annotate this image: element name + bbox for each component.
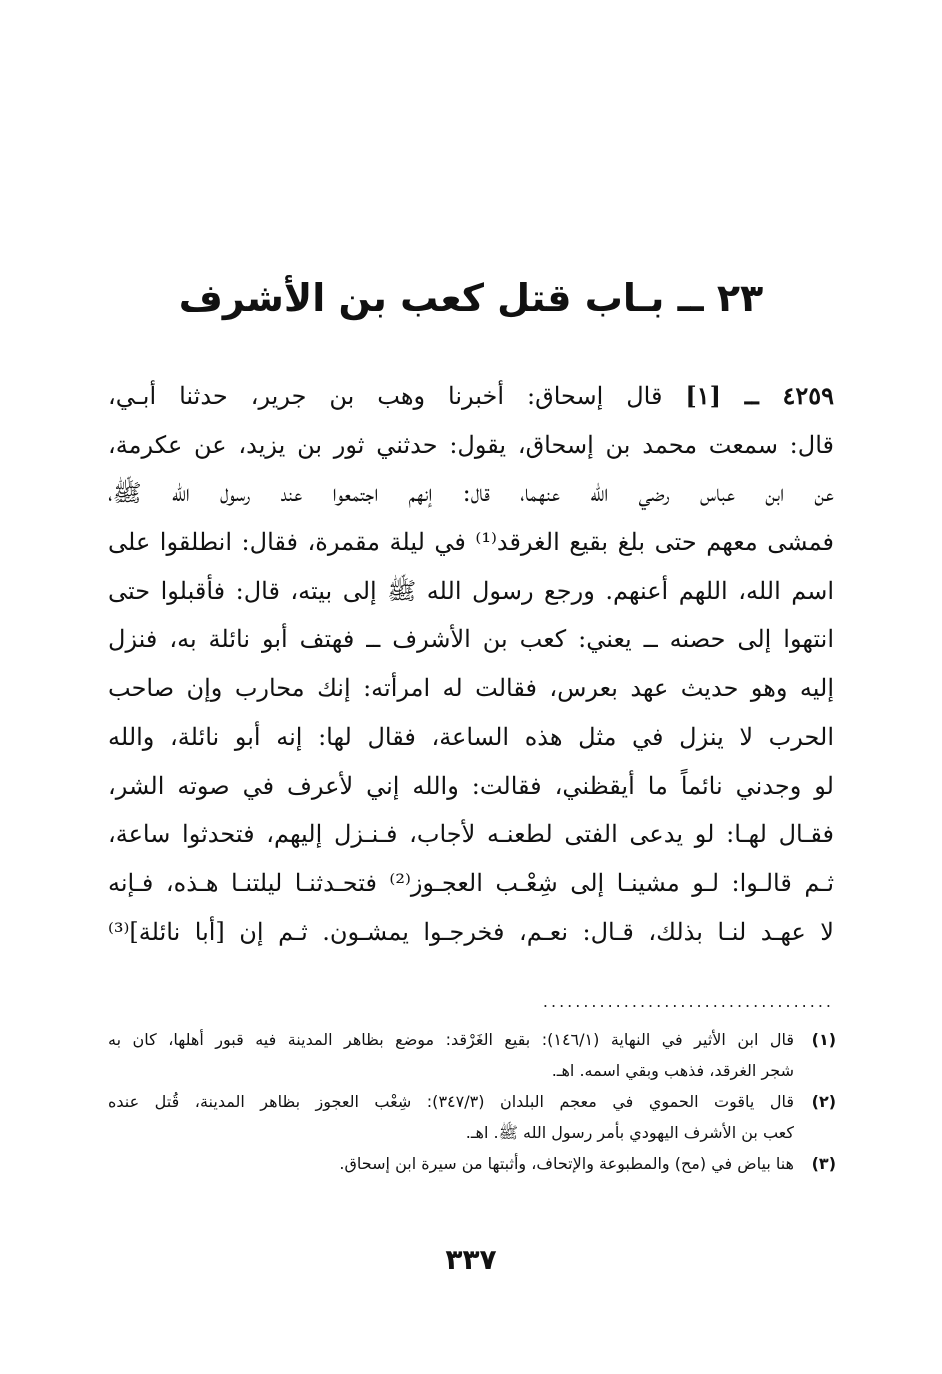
footnotes (108, 1024, 836, 1179)
footnote-2-line-1 (108, 1086, 836, 1117)
footnote-3-text-1: هنا بياض في (مح) والمطبوعة والإتحاف، وأثبتها من سيرة ابن إسحاق. (339, 1154, 794, 1173)
body-line-12: لا عهـد لنـا بذلك، قـال: نعـم، فخرجـوا يمشـون. ثـم إن [أبا نائلة]⁽³⁾ (108, 917, 834, 946)
footnote-1-text-1: قال ابن الأثير في النهاية (١٤٦/١): بقيع الغَرْقد: موضع بظاهر المدينة فيه قبور أهلها، كان به (108, 1030, 795, 1049)
footnote-1-number: (١) (811, 1030, 836, 1049)
body-line-9: لو وجدني نائماً ما أيقظني، فقالت: والله إني لأعرف في صوته الشر، (108, 771, 834, 800)
footnote-separator: .................................... (542, 992, 834, 1011)
page-number: ٣٣٧ (445, 1243, 497, 1276)
footnote-1 (108, 1024, 836, 1086)
body-line-1 (108, 372, 834, 421)
body-line-7: إليه وهو حديث عهد بعرس، فقالت له امرأته: إنك محارب وإن صاحب (108, 674, 834, 703)
body-line-2: قال: سمعت محمد بن إسحاق، يقول: حدثني ثور بن يزيد، عن عكرمة، (108, 430, 834, 459)
hadith-body (108, 372, 834, 956)
hadith-number: ٤٢٥٩ ــ [١] (685, 381, 834, 410)
footnote-2-line-2: كعب بن الأشرف اليهودي بأمر رسول الله ﷺ. اهـ. (465, 1123, 794, 1142)
footnote-3 (108, 1148, 836, 1179)
footnote-3-line-1 (108, 1148, 836, 1179)
body-line-3: عن ابن عباس رضي الله عنهما، قال: إنهم اجتمعوا عند رسول الله ﷺ، (108, 479, 834, 508)
body-line-11: ثـم قالـوا: لـو مشينـا إلى شِعْـب العجـوز⁽²⁾ فتحـدثنـا ليلتنـا هـذه، فـإنه (108, 868, 834, 897)
body-line-6: انتهوا إلى حصنه ــ يعني: كعب بن الأشرف ــ فهتف أبو نائلة به، فنزل (108, 625, 834, 654)
body-line-8: الحرب لا ينزل في مثل هذه الساعة، فقال لها: إنه أبو نائلة، والله (108, 722, 834, 751)
body-line-5: اسم الله، اللهم أعنهم. ورجع رسول الله ﷺ إلى بيته، قال: فأقبلوا حتى (108, 576, 834, 605)
footnote-1-line-2: شجر الغرقد، فذهب وبقي اسمه. اهـ. (551, 1061, 794, 1080)
footnote-1-line-1 (108, 1024, 836, 1055)
footnote-3-number: (٣) (811, 1154, 836, 1173)
body-line-4: فمشى معهم حتى بلغ بقيع الغرقد⁽¹⁾ في ليلة مقمرة، فقال: انطلقوا على (108, 528, 834, 557)
body-line-1-text: قال إسحاق: أخبرنا وهب بن جرير، حدثنا أبـي، (108, 382, 686, 410)
footnote-2 (108, 1086, 836, 1148)
chapter-title: ٢٣ ــ بـاب قتل كعب بن الأشرف (178, 276, 764, 320)
footnote-2-text-1: قال ياقوت الحموي في معجم البلدان (٣٤٧/٣): شِعْب العجوز بظاهر المدينة، قُتل عنده (108, 1092, 795, 1111)
body-line-10: فقـال لهـا: لو يدعى الفتى لطعنـه لأجاب، فـنـزل إليهم، فتحدثوا ساعة، (108, 820, 834, 849)
footnote-2-number: (٢) (811, 1092, 836, 1111)
